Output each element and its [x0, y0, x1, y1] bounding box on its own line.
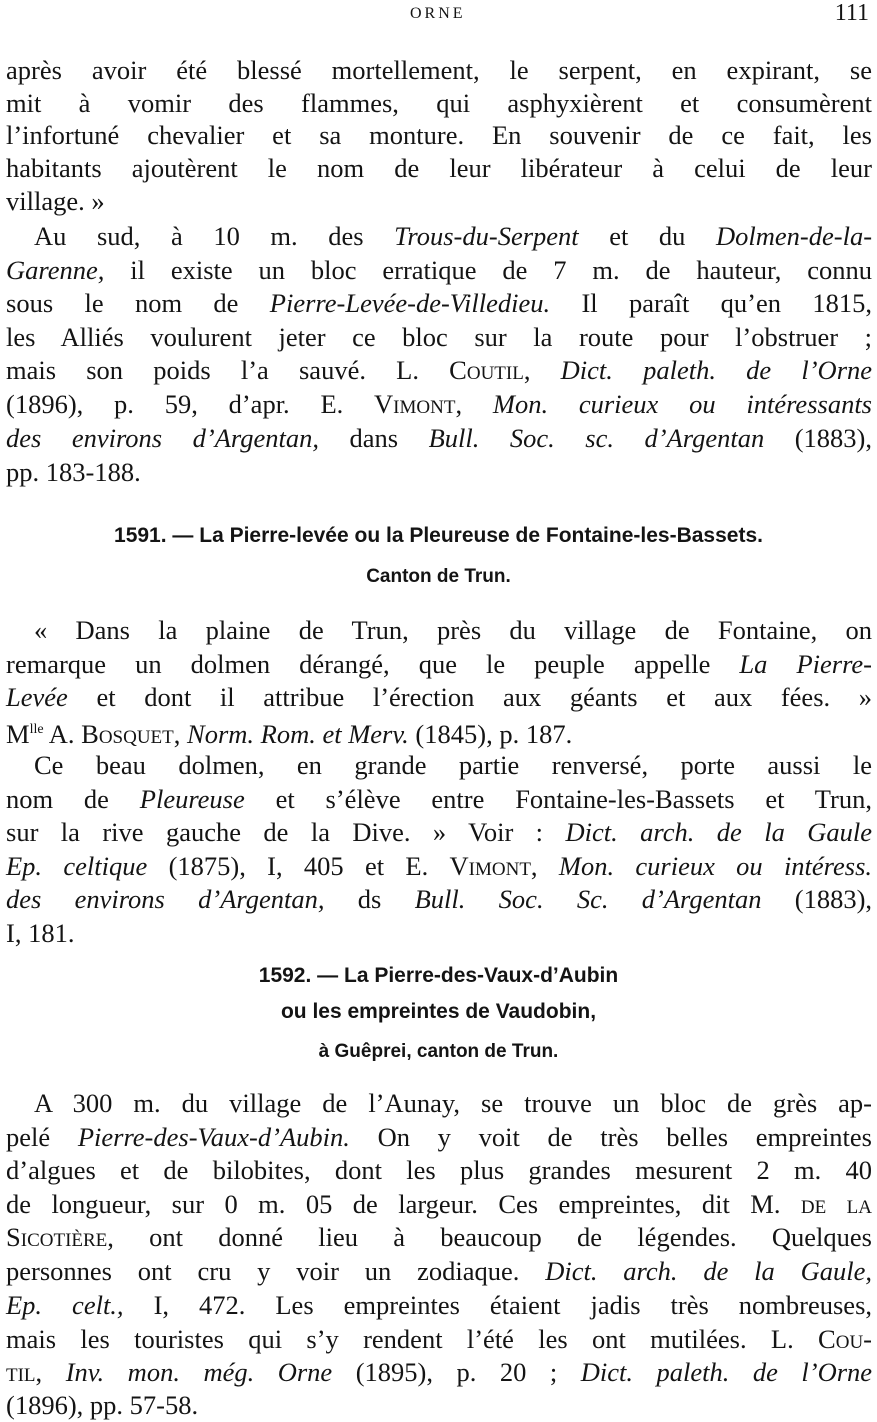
author-name: Sicotière, — [6, 1222, 114, 1252]
text-run: mais son poids l’a sauvé. L. — [6, 355, 419, 385]
text-run: sous le nom de — [6, 288, 239, 318]
text-line — [6, 1254, 872, 1288]
author-name: de la — [800, 1189, 872, 1219]
italic-run: Ep. celt., — [6, 1290, 124, 1320]
text-run: Au sud, à 10 m. des — [34, 221, 364, 251]
text-line: A 300 m. du village de l’Aunay, se trouve un bloc de grès ap- — [34, 1088, 872, 1118]
text-run: personnes ont cru y voir un zodiaque. — [6, 1256, 520, 1286]
author-name: Coutil, — [449, 355, 531, 385]
text-line — [6, 680, 872, 714]
entry-1592-location: à Guêprei, canton de Trun. — [318, 1041, 559, 1062]
text-run: (1875), I, 405 et E. — [168, 851, 429, 881]
text-run: Il paraît qu’en 1815, — [581, 288, 873, 318]
text-run: (1895), p. 20 ; — [355, 1357, 558, 1387]
text-line: I, 181. — [6, 918, 75, 948]
italic-run: Dolmen-de-la- — [716, 221, 873, 251]
entry-1591-subtitle: Canton de Trun. — [366, 566, 511, 587]
running-title: ORNE — [410, 5, 466, 22]
text-line: les Alliés voulurent jeter ce bloc sur la route pour l’obstruer ; — [6, 322, 872, 352]
text-run: mais les touristes qui s’y rendent l’été les ont mutilées. L. — [6, 1324, 794, 1354]
text-run: (1845), p. 187. — [415, 718, 573, 749]
text-run: I, 472. Les empreintes étaient jadis très nombreuses, — [153, 1290, 873, 1320]
text-line — [34, 219, 872, 253]
italic-run: Bull. Soc. Sc. d’Argentan — [414, 884, 762, 914]
italic-run: Levée — [6, 682, 68, 712]
text-run: et du — [609, 221, 686, 251]
page-header — [0, 0, 877, 40]
author-name: Bosquet, — [81, 718, 181, 749]
text-line — [6, 849, 872, 883]
italic-run: Dict. paleth. de l’Orne — [560, 355, 873, 385]
italic-run: Trous-du-Serpent — [394, 221, 579, 251]
text-run: et dont il attribue l’érection aux géants et aux fées. » — [96, 682, 873, 712]
italic-run: Ep. celtique — [6, 851, 148, 881]
italic-run: Dict. arch. de la Gaule — [565, 817, 872, 847]
text-line — [6, 882, 872, 916]
text-run: (1896), p. 59, d’apr. E. — [6, 389, 344, 419]
text-line: « Dans la plaine de Trun, près du village de Fontaine, on — [34, 615, 872, 645]
entry-1592-subtitle: ou les empreintes de Vaudobin, — [280, 1000, 597, 1023]
italic-run: Inv. mon. még. Orne — [65, 1357, 333, 1387]
text-line — [6, 1355, 872, 1389]
text-run: (1883), — [794, 884, 873, 914]
author-name: Vimont, — [449, 851, 538, 881]
text-line — [6, 1322, 872, 1356]
italic-run: des environs d’Argentan, — [6, 884, 325, 914]
text-line — [6, 1187, 872, 1221]
text-line: l’infortuné chevalier et sa monture. En souvenir de ce fait, les — [6, 120, 872, 150]
entry-1592-title: 1592. — La Pierre-des-Vaux-d’Aubin — [258, 964, 619, 987]
text-line — [6, 647, 872, 681]
text-run: dans — [349, 423, 399, 453]
italic-run: Mon. curieux ou intéressants — [492, 389, 872, 419]
text-run: M — [6, 718, 30, 749]
text-line: d’algues et de bilobites, dont les plus grandes mesurent 2 m. 40 — [6, 1155, 872, 1185]
italic-run: des environs d’Argentan, — [6, 423, 319, 453]
page-number: 111 — [834, 0, 869, 26]
text-line — [6, 353, 872, 387]
text-line: (1896), pp. 57-58. — [6, 1390, 199, 1420]
italic-run: Dict. paleth. de l’Orne — [580, 1357, 873, 1387]
author-name: Vimont, — [374, 389, 463, 419]
italic-run: Pierre-Levée-de-Villedieu. — [269, 288, 551, 318]
text-run: ont donné lieu à beaucoup de légendes. Quelques — [149, 1222, 872, 1252]
text-run: pelé — [6, 1122, 51, 1152]
entry-1591-title: 1591. — La Pierre-levée ou la Pleureuse de Fontaine-les-Bassets. — [114, 524, 763, 547]
text-run: A. — [48, 718, 75, 749]
superscript: lle — [29, 722, 44, 737]
text-line: Ce beau dolmen, en grande partie renversé, porte aussi le — [34, 750, 872, 780]
text-line — [6, 815, 872, 849]
text-run: de longueur, sur 0 m. 05 de largeur. Ces empreintes, dit M. — [6, 1189, 781, 1219]
italic-run: Pierre-des-Vaux-d’Aubin. — [77, 1122, 350, 1152]
text-run: (1883), — [794, 423, 872, 453]
author-name: Cou- — [818, 1324, 872, 1354]
text-line — [6, 421, 872, 455]
text-run: sur la rive gauche de la Dive. » Voir : — [6, 817, 544, 847]
italic-run: La Pierre- — [739, 649, 872, 679]
text-line: après avoir été blessé mortellement, le serpent, en expirant, se — [6, 55, 872, 85]
text-line — [6, 1288, 872, 1322]
italic-run: Mon. curieux ou intéress. — [558, 851, 873, 881]
text-line — [6, 253, 872, 287]
italic-run: Pleureuse — [139, 784, 245, 814]
italic-run: Dict. arch. de la Gaule, — [545, 1256, 873, 1286]
text-line — [6, 1220, 872, 1254]
text-line: pp. 183-188. — [6, 457, 141, 487]
text-line — [6, 782, 872, 816]
text-line — [6, 713, 872, 747]
italic-run: Garenne, — [6, 255, 105, 285]
text-line — [6, 1120, 872, 1154]
text-run: ds — [357, 884, 382, 914]
text-line: village. » — [6, 186, 105, 216]
text-run: On y voit de très belles empreintes — [377, 1122, 872, 1152]
italic-run: Norm. Rom. et Merv. — [187, 718, 409, 749]
text-run: remarque un dolmen dérangé, que le peuple appelle — [6, 649, 711, 679]
text-line — [6, 286, 872, 320]
text-run: nom de — [6, 784, 109, 814]
text-run: il existe un bloc erratique de 7 m. de hauteur, connu — [130, 255, 873, 285]
text-run: et s’élève entre Fontaine-les-Bassets et Trun, — [275, 784, 873, 814]
author-name: til, — [6, 1357, 43, 1387]
text-line: mit à vomir des flammes, qui asphyxièrent et consumèrent — [6, 88, 872, 118]
text-line: habitants ajoutèrent le nom de leur libérateur à celui de leur — [6, 153, 872, 183]
italic-run: Bull. Soc. sc. d’Argentan — [428, 423, 765, 453]
text-line — [6, 387, 872, 421]
